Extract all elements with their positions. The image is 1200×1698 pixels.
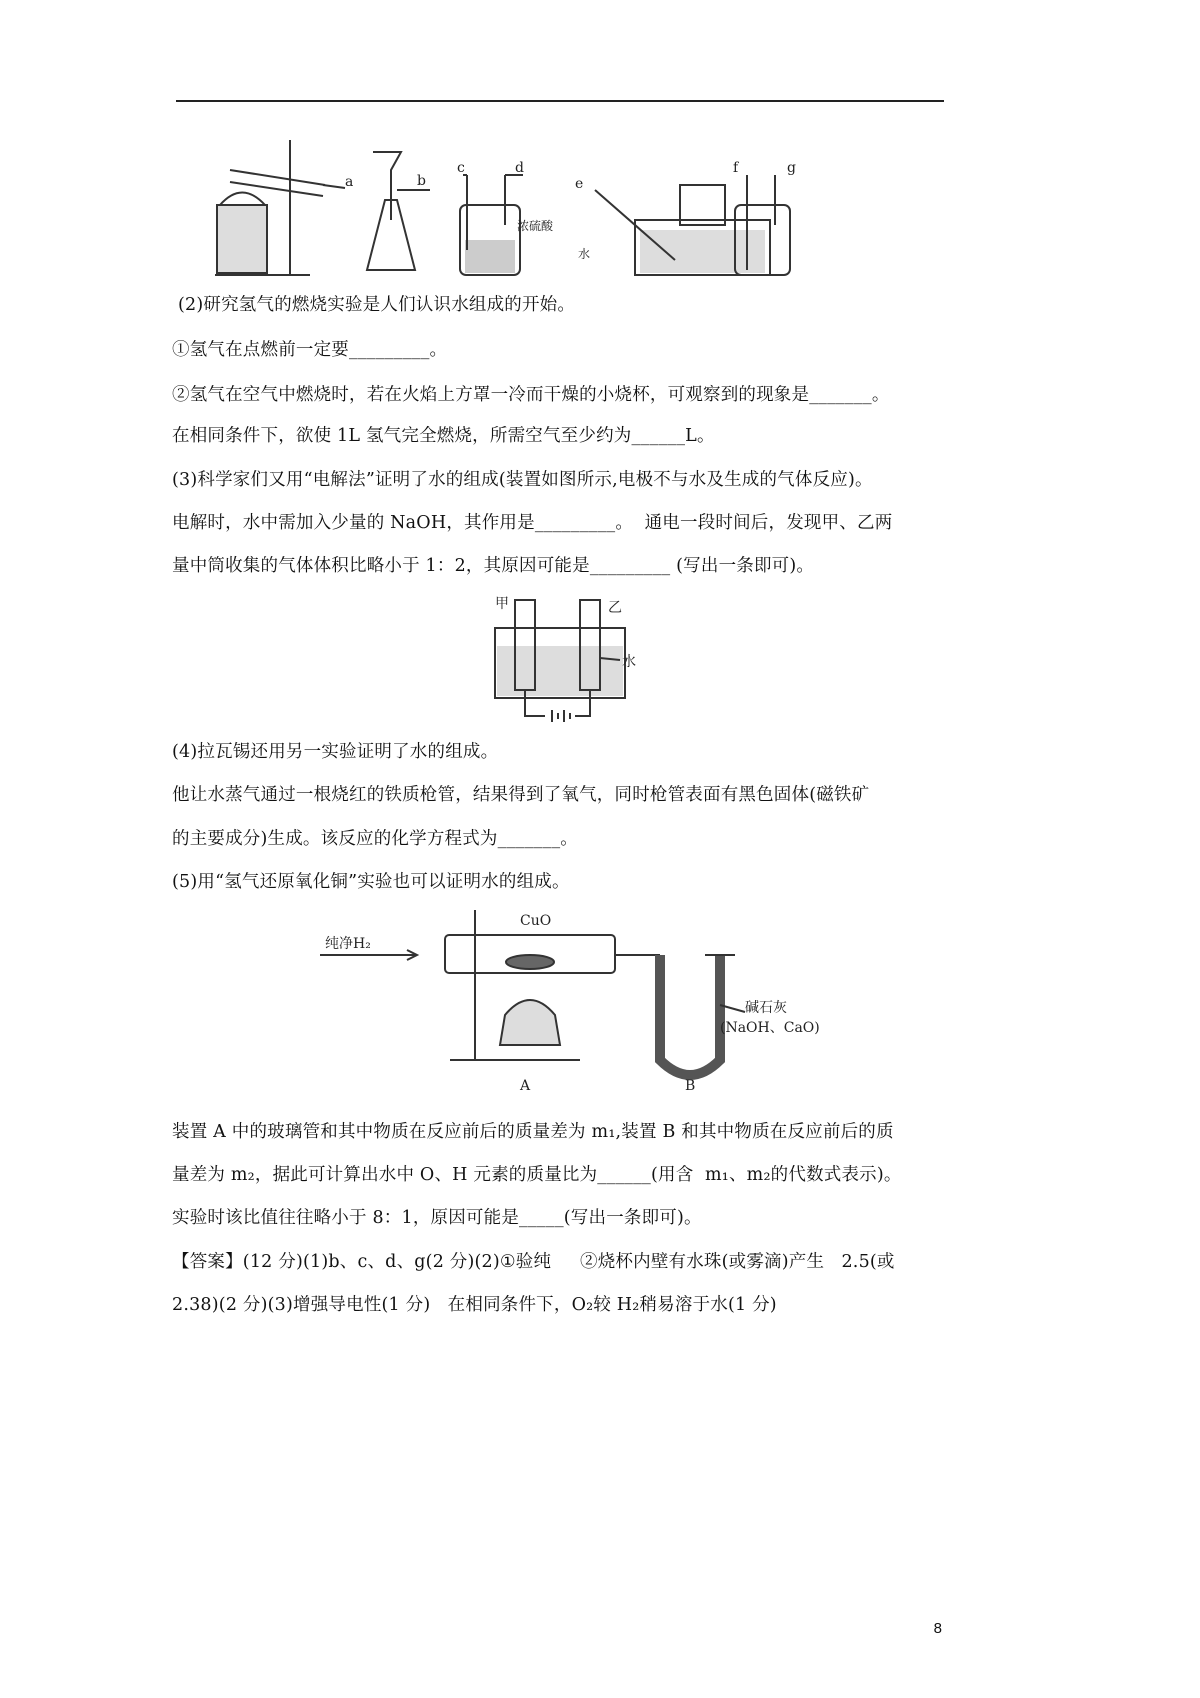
label-soda-lime-formula: (NaOH、CaO) [720,1020,820,1036]
label-c: c [457,160,465,176]
label-cuo: CuO [520,913,552,929]
label-jia: 甲 [495,596,509,612]
page-number: 8 [933,1620,942,1637]
line-answer-1: 【答案】(12 分)(1)b、c、d、g(2 分)(2)①验纯 ②烧杯内壁有水珠(或雾滴)产生 2.5(或 [172,1252,895,1272]
line-q2-3: 在相同条件下，欲使 1L 氢气完全燃烧，所需空气至少约为______L。 [172,426,715,446]
label-inlet: 纯净H₂ [325,936,371,952]
header-rule [176,100,944,102]
label-a: a [345,174,354,190]
line-answer-2: 2.38)(2 分)(3)增强导电性(1 分) 在相同条件下，O₂较 H₂稍易溶于水(1 分) [172,1295,777,1315]
label-d: d [515,160,524,176]
line-q4-3: 的主要成分)生成。该反应的化学方程式为_______。 [172,829,578,849]
line-q5-4: 实验时该比值往往略小于 8：1，原因可能是_____(写出一条即可)。 [172,1208,702,1228]
line-q3-2: 电解时，水中需加入少量的 NaOH，其作用是_________。 通电一段时间后，发现甲、乙两 [172,513,893,533]
cuo-reduction-figure [315,900,855,1100]
label-b-device: B [685,1078,696,1094]
label-f: f [733,160,739,176]
label-g: g [787,160,796,176]
label-b: b [417,173,426,189]
line-q2-1: ①氢气在点燃前一定要_________。 [172,340,448,360]
line-q3-3: 量中筒收集的气体体积比略小于 1：2，其原因可能是_________ (写出一条即可)。 [172,556,815,576]
label-a-device: A [520,1078,531,1094]
gas-apparatus-figure [205,130,805,280]
line-q2-intro: (2)研究氢气的燃烧实验是人们认识水组成的开始。 [178,295,576,315]
line-q4-1: (4)拉瓦锡还用另一实验证明了水的组成。 [172,742,499,762]
line-q5-3: 量差为 m₂，据此可计算出水中 O、H 元素的质量比为______(用含 m₁、m₂的代数式表示)。 [172,1165,902,1185]
label-conc-acid: 浓硫酸 [517,219,554,233]
line-q5-1: (5)用“氢气还原氧化铜”实验也可以证明水的组成。 [172,872,570,892]
electrolysis-figure [470,588,670,733]
label-yi: 乙 [608,600,622,616]
line-q4-2: 他让水蒸气通过一根烧红的铁质枪管，结果得到了氧气，同时枪管表面有黑色固体(磁铁矿 [172,785,870,805]
label-soda-lime: 碱石灰 [745,1000,787,1016]
line-q2-2: ②氢气在空气中燃烧时，若在火焰上方罩一冷而干燥的小烧杯，可观察到的现象是_______。 [172,385,890,405]
label-water: 水 [578,247,591,261]
line-q5-2: 装置 A 中的玻璃管和其中物质在反应前后的质量差为 m₁,装置 B 和其中物质在反应前后的质 [172,1122,894,1142]
label-water-2: 水 [622,654,636,670]
line-q3-1: (3)科学家们又用“电解法”证明了水的组成(装置如图所示,电极不与水及生成的气体反应)。 [172,470,873,490]
label-e: e [575,176,584,192]
